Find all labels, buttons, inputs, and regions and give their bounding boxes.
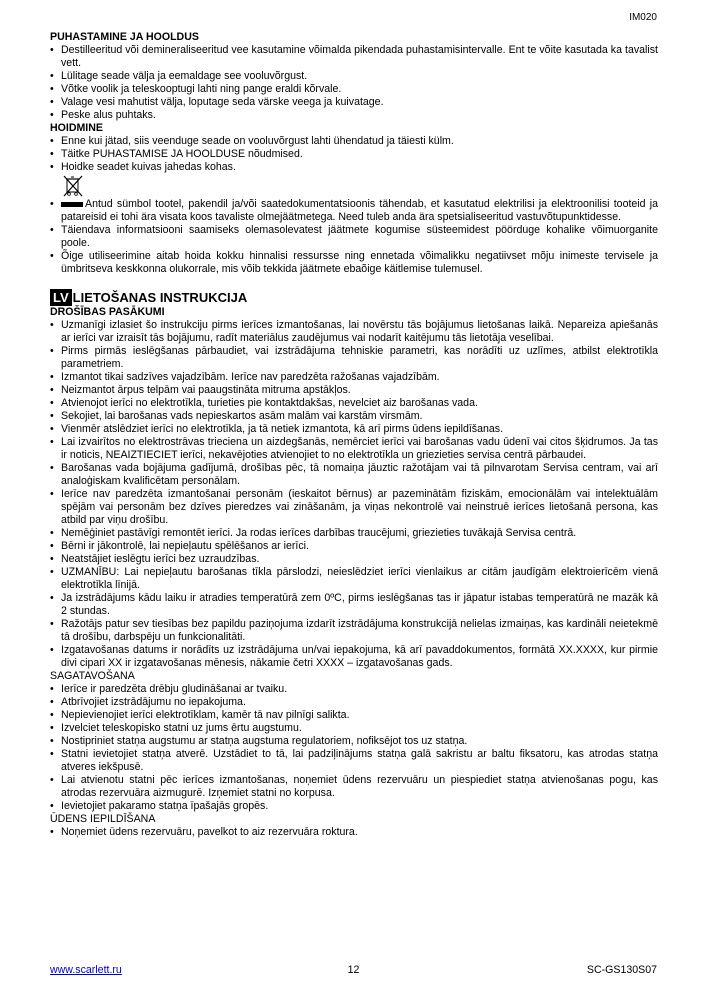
lv-title: LIETOŠANAS INSTRUKCIJA: [72, 289, 248, 305]
preparation-heading: SAGATAVOŠANA: [50, 670, 135, 682]
website-link[interactable]: www.scarlett.ru: [50, 964, 122, 976]
water-fill-list: [50, 826, 658, 839]
list-item: • Neatstājiet ieslēgtu ierīci bez uzraudzības.: [50, 553, 658, 566]
list-item: [50, 198, 658, 224]
preparation-list: [50, 683, 658, 813]
cleaning-heading: PUHASTAMINE JA HOOLDUS: [50, 31, 199, 43]
model-number: SC-GS130S07: [586, 964, 657, 976]
storage-heading: HOIDMINE: [50, 122, 103, 134]
list-item: • Izmantot tikai sadzīves vajadzībām. Ierīce nav paredzēta ražošanas vajadzībām.: [50, 371, 658, 384]
list-item: • Sekojiet, lai barošanas vads nepieskartos asām malām vai karstām virsmām.: [50, 410, 658, 423]
document-code: IM020: [629, 12, 657, 23]
list-item: • Nostipriniet statņa augstumu ar statņa augstuma regulatoriem, nofiksējot tos uz statņa.: [50, 735, 658, 748]
list-item: • Lai atvienotu statni pēc ierīces izmantošanas, noņemiet ūdens rezervuāru un piespiediet statņa atvienošanas pogu, kas atrodas rezervuāra aizmugurē. Izņemiet statni no korpusa.: [50, 774, 658, 800]
recycle-symbol-row: [50, 174, 658, 201]
content: [50, 31, 658, 839]
list-item: • Barošanas vada bojājuma gadījumā, drošības pēc, tā nomaiņa jāuztic ražotājam vai tā pilnvarotam Servisa centram, vai arī analoģiskam kvalificētam personālam.: [50, 462, 658, 488]
list-item: • Lülitage seade välja ja eemaldage see vooluvõrgust.: [50, 70, 658, 83]
list-item: • Noņemiet ūdens rezervuāru, pavelkot to aiz rezervuāra roktura.: [50, 826, 658, 839]
list-item: • Neizmantot ārpus telpām vai paaugstināta mitruma apstākļos.: [50, 384, 658, 397]
page-footer: [50, 964, 657, 978]
list-item: • Valage vesi mahutist välja, loputage seda värske veega ja kuivatage.: [50, 96, 658, 109]
lv-section-title: [50, 289, 658, 306]
list-item: • Izgatavošanas datums ir norādīts uz izstrādājuma un/vai iepakojuma, kā arī pavaddokumentos, formātā XX.XXXX, kur pirmie divi cipari XX ir izgatavošanas mēnesis, nākamie četri XXXX – izgatavošanas gads.: [50, 644, 658, 670]
list-item: • Atvienojot ierīci no elektrotīkla, turieties pie kontaktdakšas, nevelciet aiz barošanas vada.: [50, 397, 658, 410]
list-item: • Ja izstrādājums kādu laiku ir atradies temperatūrā zem 0ºC, pirms ieslēgšanas tas ir jāpatur istabas temperatūrā ne mazāk kā 2 stundas.: [50, 592, 658, 618]
crossed-bin-icon: [62, 174, 84, 198]
safety-heading: DROŠĪBAS PASĀKUMI: [50, 306, 165, 318]
list-item: • Destilleeritud või demineraliseeritud vee kasutamine võimalda pikendada puhastamisintervalle. Ent te võite kasutada ka tavalist vett.: [50, 44, 658, 70]
list-item: • Nepievienojiet ierīci elektrotīklam, kamēr tā nav pilnīgi salikta.: [50, 709, 658, 722]
list-item: • Täiendava informatsiooni saamiseks olemasolevatest jäätmete kogumise süsteemidest pöörduge kohalike võimuorganite poole.: [50, 224, 658, 250]
list-item: • UZMANĪBU: Lai nepieļautu barošanas tīkla pārslodzi, neieslēdziet ierīci vienlaikus ar citām jaudīgām elektroierīcēm vienā elektrotīkla līnijā.: [50, 566, 658, 592]
list-item: • Ražotājs patur sev tiesības bez papildu paziņojuma izdarīt izstrādājuma konstrukcijā nelielas izmaiņas, kas kardināli neietekmē tā drošību, darbspēju un funkcionalitāti.: [50, 618, 658, 644]
list-item: • Atbrīvojiet izstrādājumu no iepakojuma.: [50, 696, 658, 709]
page-number: 12: [347, 964, 360, 976]
safety-list: [50, 319, 658, 670]
list-item: • Ierīce ir paredzēta drēbju gludināšanai ar tvaiku.: [50, 683, 658, 696]
list-item: • Vienmēr atslēdziet ierīci no elektrotīkla, ja tā netiek izmantota, kā arī pirms ūdens iepildīšanas.: [50, 423, 658, 436]
list-item: • Bērni ir jākontrolē, lai nepieļautu spēlēšanos ar ierīci.: [50, 540, 658, 553]
list-item: • Enne kui jätad, siis veenduge seade on vooluvõrgust lahti ühendatud ja täiesti külm.: [50, 135, 658, 148]
recycle-text: Antud sümbol tootel, pakendil ja/või saatedokumentatsioonis tähendab, et kasutatud elektrilisi ja elektroonilisi tooteid ja patareisid ei tohi ära visata koos tavaliste olmejäätmetega. Need tuleb anda ära spetsialiseeritud vastuvõtupunktidesse.: [61, 198, 658, 223]
list-item: • Peske alus puhtaks.: [50, 109, 658, 122]
list-item: • Izvelciet teleskopisko statni uz jums ērtu augstumu.: [50, 722, 658, 735]
recycle-list: [50, 198, 658, 276]
list-item: • Statni ievietojiet statņa atverē. Uzstādiet to tā, lai padziļinājums statņa galā sakristu ar baltu fiksatoru, kas atrodas statņa atveres iekšpusē.: [50, 748, 658, 774]
list-item: • Ievietojiet pakaramo statņa īpašajās gropēs.: [50, 800, 658, 813]
water-fill-heading: ŪDENS IEPILDĪŠANA: [50, 813, 156, 825]
list-item: • Nemēģiniet pastāvīgi remontēt ierīci. Ja rodas ierīces darbības traucējumi, griezieties tuvākajā Servisa centrā.: [50, 527, 658, 540]
cleaning-list: [50, 44, 658, 122]
list-item: • Pirms pirmās ieslēgšanas pārbaudiet, vai izstrādājuma tehniskie parametri, kas norādīti uz uzlīmes, atbilst elektrotīkla parametriem.: [50, 345, 658, 371]
language-badge: LV: [50, 289, 72, 306]
list-item: • Ierīce nav paredzēta izmantošanai personām (ieskaitot bērnus) ar pazeminātām fiziskām, emocionālām vai intelektuālām spējām vai personām bez dzīves pieredzes vai zināšanām, ja viņas nekontrolē vai neinstruē ierīces lietošanā persona, kas atbild par viņu drošību.: [50, 488, 658, 527]
list-item: • Lai izvairītos no elektrostrāvas trieciena un aizdegšanās, nemērciet ierīci vai barošanas vadu ūdenī vai citos šķidrumos. Ja tas ir noticis, NEAIZTIECIET ierīci, nekavējoties atvienojiet to no elektrotīkla un griezieties servisa centrā pārbaudei.: [50, 436, 658, 462]
list-item: • Võtke voolik ja teleskooptugi lahti ning pange eraldi kõrvale.: [50, 83, 658, 96]
list-item: • Täitke PUHASTAMISE JA HOOLDUSE nõudmised.: [50, 148, 658, 161]
solid-bar-icon: [61, 202, 83, 207]
storage-list: [50, 135, 658, 174]
list-item: • Hoidke seadet kuivas jahedas kohas.: [50, 161, 658, 174]
list-item: • Uzmanīgi izlasiet šo instrukciju pirms ierīces izmantošanas, lai novērstu tās bojājumus lietošanas laikā. Nepareiza apiešanās ar ierīci var izraisīt tās bojājumu, radīt materiālus zaudējumus vai nodarīt kaitējumu tās lietotāja veselībai.: [50, 319, 658, 345]
list-item: • Õige utiliseerimine aitab hoida kokku hinnalisi ressursse ning ennetada võimalikku negatiivset mõju inimeste tervisele ja ümbritseva keskkonna olukorrale, mis võib tekkida jäätmete ebaõige käitlemise tulemusel.: [50, 250, 658, 276]
